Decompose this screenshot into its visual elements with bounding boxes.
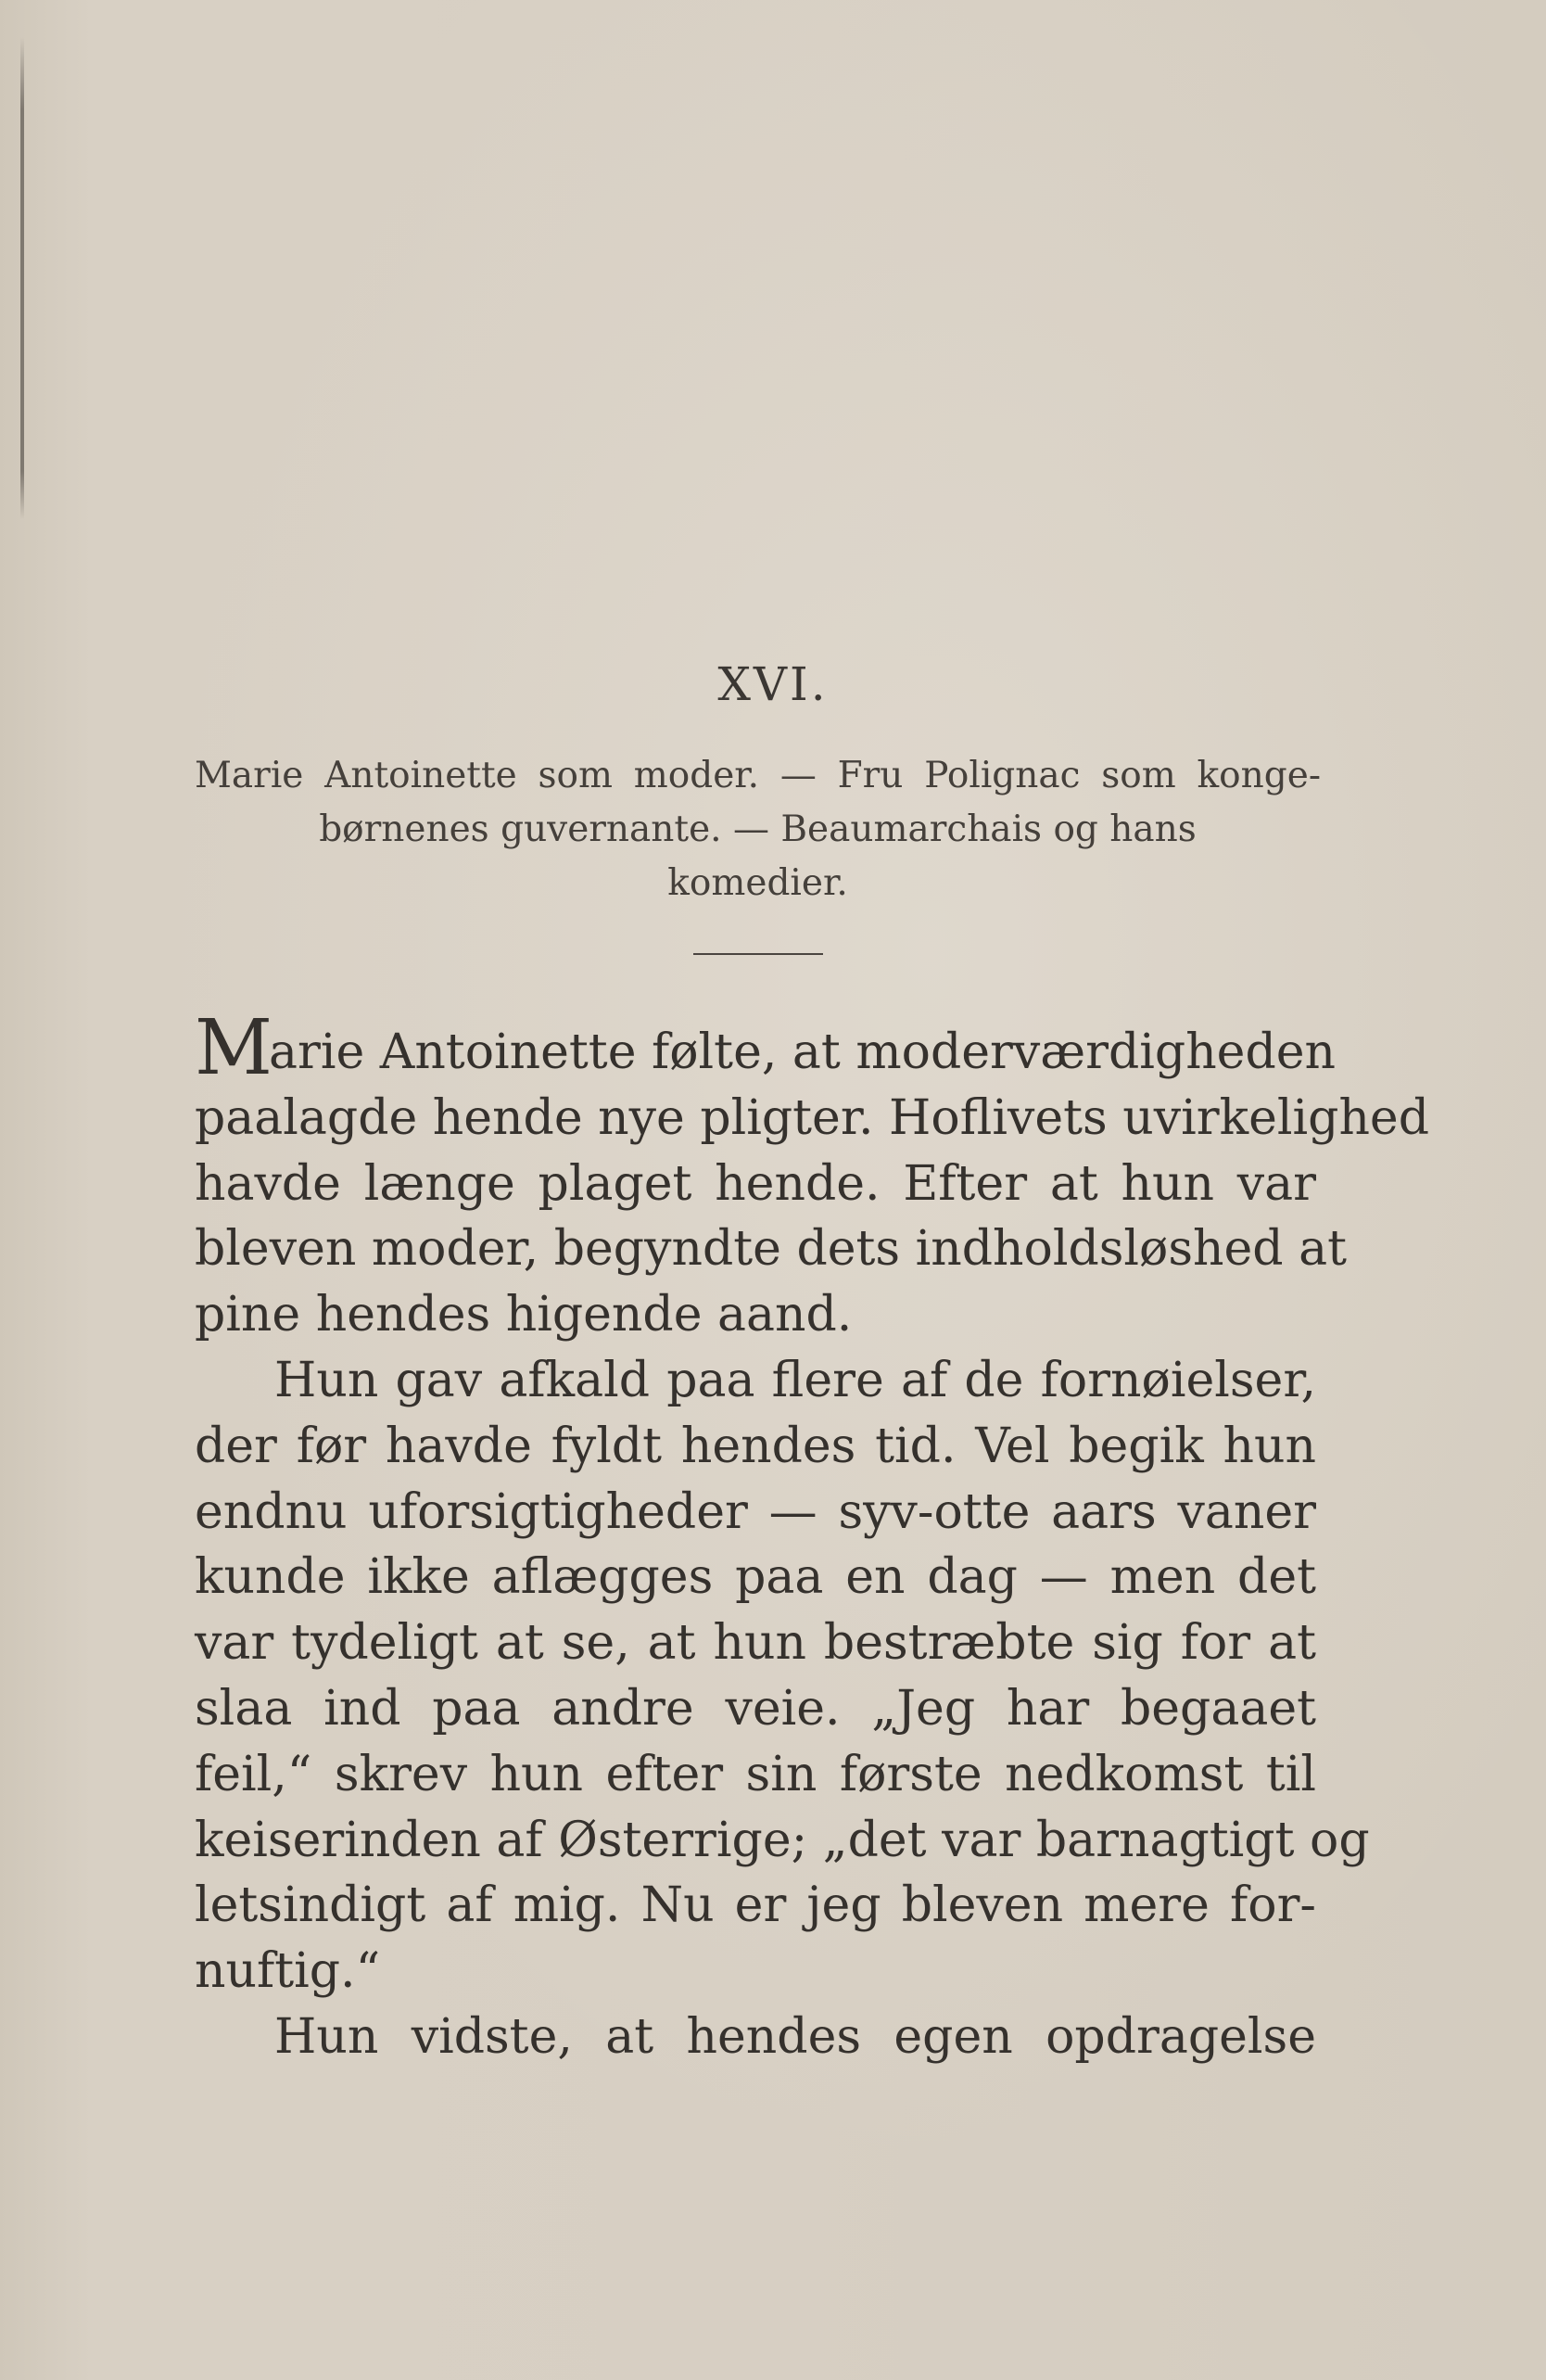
text-line: havde længe plaget hende. Efter at hun var xyxy=(195,1155,1316,1212)
text-line: der før havde fyldt hendes tid. Vel begik hun xyxy=(195,1418,1316,1474)
text-line: Hun vidste, at hendes egen opdragelse xyxy=(274,2008,1316,2065)
text-line: Hun gav afkald paa flere af de fornøielser, xyxy=(274,1352,1316,1408)
text-line xyxy=(195,1004,1337,1092)
drop-cap: M xyxy=(195,1004,272,1092)
text-line: kunde ikke aflægges paa en dag — men det xyxy=(195,1549,1316,1606)
chapter-body xyxy=(195,1004,1429,2070)
summary-line: komedier. xyxy=(667,862,848,904)
text-line: keiserinden af Østerrige; „det var barnagtigt og xyxy=(195,1812,1370,1868)
text-line: slaa ind paa andre veie. „Jeg har begaaet xyxy=(195,1680,1316,1737)
text-line: nuftig.“ xyxy=(195,1943,381,2000)
section-divider xyxy=(693,953,823,955)
chapter-summary xyxy=(195,749,1321,910)
summary-line: børnenes guvernante. — Beaumarchais og hans xyxy=(319,808,1197,850)
text-line: letsindigt af mig. Nu er jeg bleven mere for- xyxy=(195,1877,1316,1934)
text-line: paalagde hende nye pligter. Hoflivets uvirkelighed xyxy=(195,1089,1429,1146)
text-line: feil,“ skrev hun efter sin første nedkomst til xyxy=(195,1746,1316,1802)
text-line-content: arie Antoinette følte, at moderværdigheden xyxy=(268,1025,1337,1080)
text-line: pine hendes higende aand. xyxy=(195,1287,853,1343)
summary-line: Marie Antoinette som moder. — Fru Polignac som konge- xyxy=(195,755,1321,796)
binding-edge-shadow xyxy=(20,37,24,519)
text-line: endnu uforsigtigheder — syv-otte aars vaner xyxy=(195,1483,1316,1540)
text-line: var tydeligt at se, at hun bestræbte sig for at xyxy=(195,1615,1316,1672)
chapter-number: XVI. xyxy=(717,657,829,711)
text-line: bleven moder, begyndte dets indholdsløshed at xyxy=(195,1221,1348,1278)
